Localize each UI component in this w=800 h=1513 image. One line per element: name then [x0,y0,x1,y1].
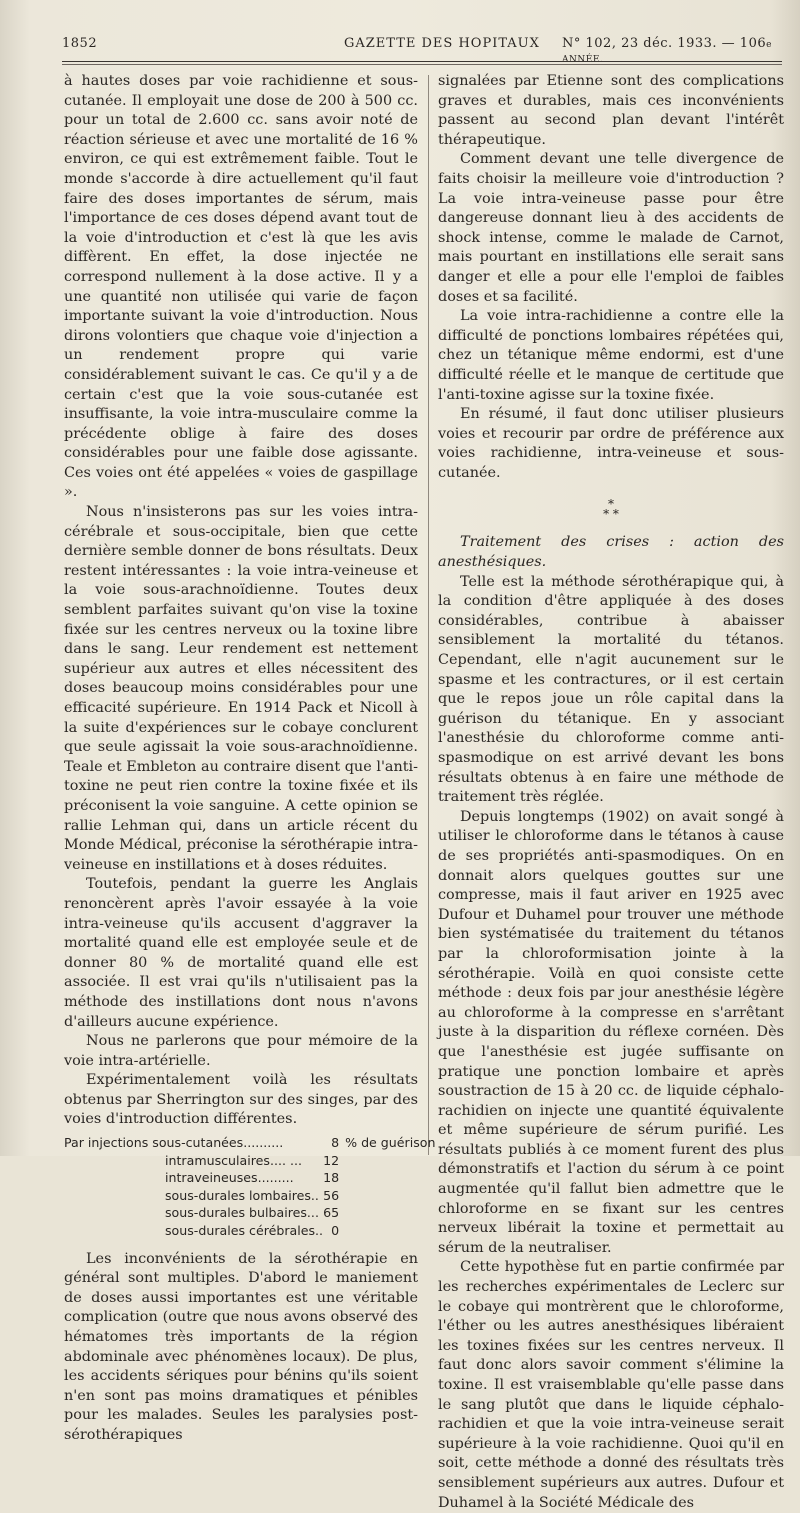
table-value: 12 [323,1152,340,1168]
table-value: 18 [323,1170,340,1186]
page-number: 1852 [62,36,98,51]
left-paragraph-5: Expérimentalement voilà les résultats obtenus par Sherrington sur des singes, par des voies d'introduction différentes. [64,1072,418,1128]
column-divider [428,75,429,1155]
table-value: 0 [331,1223,340,1239]
header-rule [62,61,782,62]
right-paragraph-6: Depuis longtemps (1902) on avait songé à utiliser le chloroforme dans le tétanos à cause de ses propriétés anti-spasmodiques. On en donnait alors quelques gouttes sur une compresse, mais il faut ariver en 1925 avec Dufour et Duhamel pour trouver une méthode bien systématisée du traitement du tétanos par la chloroformisation jointe à la sérothérapie. Voilà en quoi consiste cette méthode : deux fois par jour anesthésie légère au chloroforme à la compresse en s'arrêtant juste à la disparition du réflexe cornéen. Dès que l'anesthésie est jugée suffisante on pratique une ponction lombaire et après soustraction de 15 à 20 cc. de liquide céphalo-rachidien on injecte une quantité équivalente et même supérieure de sérum purifié. Les résultats publiés à ce moment furent des plus démonstratifs et l'action du sérum à ce point augmentée qu'il fallut bien admettre que le chloroforme en se fixant sur les centres nerveux libérait la toxine et permettait au sérum de la neutraliser. [438,808,784,1256]
separator-stars-bottom: * * [603,507,619,522]
page-header [62,36,780,65]
table-row [64,1204,435,1222]
section-separator [438,497,784,522]
right-paragraph-2: Comment devant une telle divergence de faits choisir la meilleure voie d'introduction ? La voie intra-veineuse passe pour être dangereuse donnant lieu à des accidents de shock intense, comme le malade de Carnot, mais pourtant en instillations elle serait sans danger et elle a pour elle l'emploi de faibles doses et sa facilité. [438,151,784,305]
left-paragraph-4: Nous ne parlerons que pour mémoire de la voie intra-artérielle. [64,1033,418,1069]
left-paragraph-1: à hautes doses par voie rachidienne et sous-cutanée. Il employait une dose de 200 à 500 cc. pour un total de 2.600 cc. sans avoir noté de réaction sérieuse et avec une mortalité de 16 % environ, ce qui est extrêmement faible. Tout le monde s'accorde à dire actuellement qu'il faut faire des doses importantes de sérum, mais l'importance de ces doses dépend avant tout de la voie d'introduction et c'est là que les avis diffèrent. En effet, la dose injectée ne correspond nullement à la dose active. Il y a une quantité non utilisée qui varie de façon importante suivant la voie d'introduction. Nous dirons volontiers que chaque voie d'injection a un rendement propre qui varie considérablement suivant le cas. Ce qu'il y a de certain c'est que la voie sous-cutanée est insuffisante, la voie intra-musculaire comme la précédente oblige à faire des doses considérables pour une faible dose agissante. Ces voies ont été appelées « voies de gaspillage ». [64,73,418,501]
right-paragraph-1: signalées par Etienne sont des complications graves et durables, mais ces inconvénients passent au second plan devant l'intérêt thérapeutique. [438,73,784,148]
left-paragraph-closing: Les inconvénients de la sérothérapie en général sont multiples. D'abord le maniement de doses aussi importantes est une véritable complication (outre que nous avons observé des hématomes très importants de la région abdominale avec phénomènes locaux). De plus, les accidents sériques pour bénins qu'ils soient n'en sont pas moins dramatiques et pénibles pour les malades. Seules les paralysies post-sérothérapiques [64,1250,418,1443]
table-row [64,1134,435,1152]
section-title: Traitement des crises : action des anesthésiques. [438,534,784,571]
journal-title: GAZETTE DES HOPITAUX [344,36,540,51]
left-paragraph-2: Nous n'insisterons pas sur les voies intra-cérébrale et sous-occipitale, bien que cette dernière semble donner de bons résultats. Deux restent intéressantes : la voie intra-veineuse et la voie sous-arachnoïdienne. Toutes deux semblent parfaites suivant qu'on vise la toxine fixée sur les centres nerveux ou la toxine libre dans le sang. Leur rendement est nettement supérieur aux autres et elles nécessitent des doses beaucoup moins considérables pour une efficacité supérieure. En 1914 Pack et Nicoll à la suite d'expériences sur le cobaye conclurent que seule agissait la voie sous-arachnoïdienne. Teale et Embleton au contraire disent que l'anti-toxine ne peut rien contre la toxine fixée et ils préconisent la voie sanguine. A cette opinion se rallie Lehman qui, dans un article récent du Monde Médical, préconise la sérothérapie intra-veineuse en instillations et à doses réduites. [64,504,418,873]
left-column [64,72,436,1446]
left-paragraph-3: Toutefois, pendant la guerre les Anglais renoncèrent après l'avoir essayée à la voie intra-veineuse qu'ils accusent d'aggraver la mortalité quand elle est employée seule et de donner 80 % de mortalité quand elle est associée. Il est vrai qu'ils n'utilisaient pas la méthode des instillations dont nous n'avons d'ailleurs aucune expérience. [64,876,418,1030]
table-route: sous-durales cérébrales.. [165,1223,324,1239]
right-paragraph-4: En résumé, il faut donc utiliser plusieurs voies et recourir par ordre de préférence aux voies rachidienne, intra-veineuse et sous-cutanée. [438,406,784,481]
issue-number: N° 102, 23 déc. 1933. — 106 [562,36,767,51]
table-route: sous-cutanées.......... [152,1135,284,1151]
year-suffix: e ANNÉE. [562,40,772,65]
right-column [438,72,784,1513]
sherrington-results-table [64,1134,435,1240]
table-route: intraveineuses......... [165,1170,294,1186]
right-paragraph-3: La voie intra-rachidienne a contre elle la difficulté de ponctions lombaires répétées qui, chez un tétanique même endormi, est d'une difficulté réelle et le manque de certitude que l'anti-toxine agisse sur la toxine fixée. [438,308,784,403]
separator-star-top: * [608,497,614,512]
table-row [64,1187,435,1205]
table-row [64,1222,435,1240]
table-route: sous-durales lombaires.. [165,1187,319,1203]
table-value: 8 [331,1135,340,1151]
table-value: 65 [323,1205,340,1221]
table-unit-label: % de guérison [345,1135,436,1151]
right-paragraph-5: Telle est la méthode sérothérapique qui, à la condition d'être appliquée à des doses considérables, contribue à abaisser sensiblement la mortalité du tétanos. Cependant, elle n'agit aucunement sur le spasme et les contractures, or il est certain que le repos joue un rôle capital dans la guérison du tétanique. En y associant l'anesthésie du chloroforme comme anti-spasmodique on est arrivé devant les bons résultats obtenus à en faire une méthode de traitement très réglée. [438,573,784,806]
table-route: sous-durales bulbaires... [165,1205,319,1221]
right-paragraph-7: Cette hypothèse fut en partie confirmée par les recherches expérimentales de Leclerc sur le cobaye qui montrèrent que le chloroforme, l'éther ou les autres anesthésiques libéraient les toxines fixées sur les centres nerveux. Il faut donc alors savoir comment s'élimine la toxine. Il est vraisemblable qu'elle passe dans le sang plutôt que dans le liquide céphalo-rachidien et que la voie intra-veineuse serait supérieure à la voie rachidienne. Quoi qu'il en soit, cette méthode a donné des résultats très sensiblement supérieurs aux autres. Dufour et Duhamel à la Société Médicale des [438,1259,784,1511]
table-row [64,1169,435,1187]
table-prefix: Par injections [64,1135,149,1151]
header-rule-secondary [62,64,782,65]
table-route: intramusculaires.... ... [165,1152,302,1168]
table-row [64,1152,435,1170]
table-value: 56 [323,1187,340,1203]
